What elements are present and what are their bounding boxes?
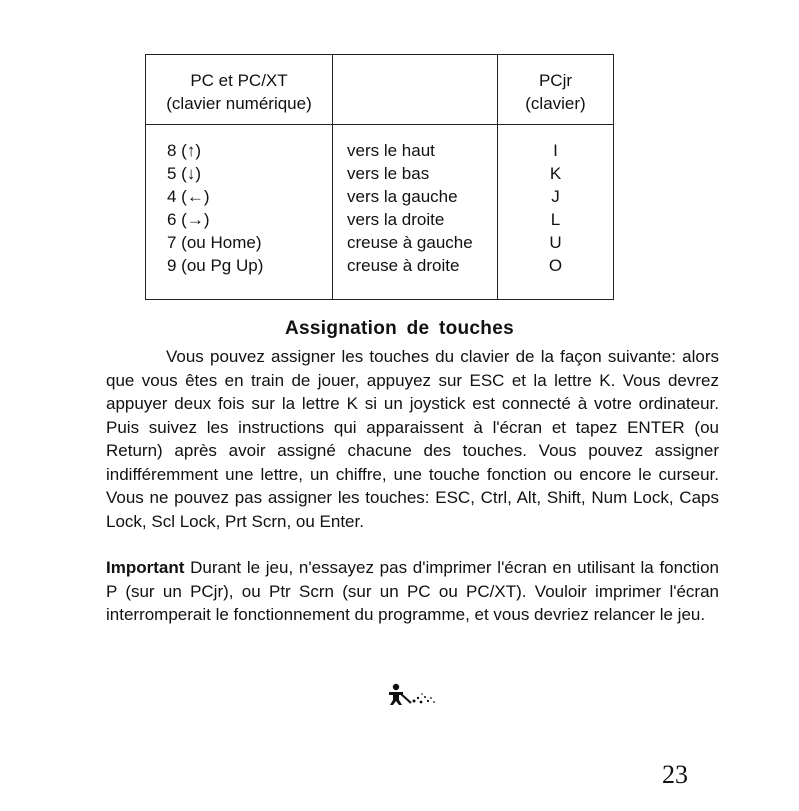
key-dig-left: 7 (ou Home): [167, 233, 262, 252]
action-up: vers le haut: [347, 141, 435, 160]
pcjr-key-right: L: [550, 210, 561, 229]
pcjr-key-left: J: [551, 187, 560, 206]
key-column: [167, 139, 263, 277]
section-heading: Assignation de touches: [285, 318, 514, 339]
header-pc: [146, 69, 332, 115]
pcjr-key-down: K: [549, 164, 562, 183]
action-down: vers le bas: [347, 164, 430, 183]
header-pc-line2: (clavier numérique): [166, 94, 312, 113]
pcjr-key-up: I: [553, 141, 558, 160]
table-header-divider: [146, 124, 613, 125]
page-number: 23: [662, 760, 688, 789]
header-pcjr: [497, 69, 614, 115]
pcjr-key-dig-right: O: [548, 256, 563, 275]
paragraph-important: [106, 556, 719, 627]
key-table: [145, 54, 614, 300]
pcjr-key-dig-left: U: [549, 233, 562, 252]
header-pc-line1: PC et PC/XT: [190, 71, 288, 90]
pcjr-column: [497, 139, 614, 277]
action-left: vers la gauche: [347, 187, 458, 206]
action-dig-left: creuse à gauche: [347, 233, 473, 252]
important-label: Important: [106, 558, 185, 577]
key-dig-right: 9 (ou Pg Up): [167, 256, 264, 275]
key-right: 6 (→): [167, 210, 210, 229]
digger-figure-icon: [387, 683, 447, 707]
key-up: 8 (↑): [167, 141, 201, 160]
header-pcjr-line2: (clavier): [525, 94, 586, 113]
table-divider: [332, 55, 333, 299]
paragraph-assignment: Vous pouvez assigner les touches du clavier de la façon suivante: alors que vous êtes en train de jouer, appuyez sur ESC et la lettre K. Vous devrez appuyer deux fois sur la lettre K si un joystick est connecté à votre ordinateur. Puis suivez les instructions qui apparaissent à l'écran et tapez ENTER (ou Return) après avoir assigné chacune des touches. Vous pouvez assigner indifféremment une lettre, un chiffre, une touche fonction ou encore le curseur. Vous ne pouvez pas assigner les touches: ESC, Ctrl, Alt, Shift, Num Lock, Caps Lock, Scl Lock, Prt Scrn, ou Enter.: [106, 347, 719, 531]
action-dig-right: creuse à droite: [347, 256, 460, 275]
important-text: Durant le jeu, n'essayez pas d'imprimer l'écran en utilisant la fonction P (sur un PCjr), ou Ptr Scrn (sur un PC ou PC/XT). Vouloir imprimer l'écran interromperait le fonctionnement du programme, et vous devriez relancer le jeu.: [106, 558, 719, 624]
header-pcjr-line1: PCjr: [538, 71, 573, 90]
key-left: 4 (←): [167, 187, 210, 206]
key-down: 5 (↓): [167, 164, 201, 183]
action-column: [347, 139, 473, 277]
action-right: vers la droite: [347, 210, 445, 229]
